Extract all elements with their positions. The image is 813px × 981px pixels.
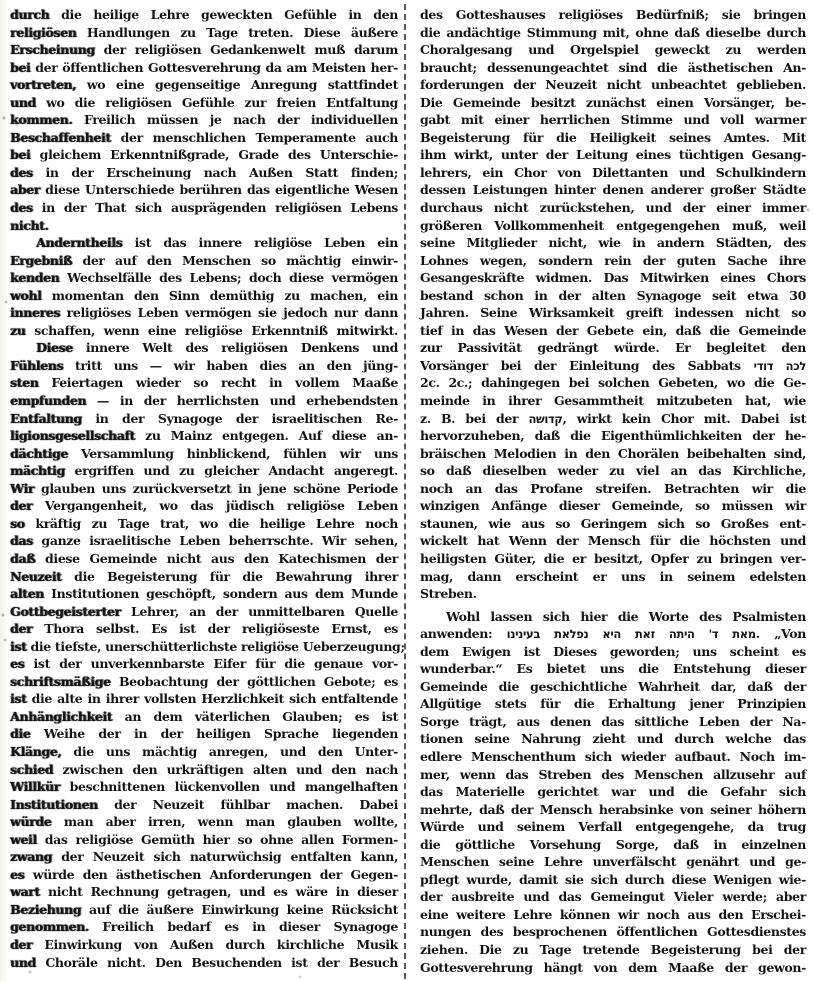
ink-smudge-word: des	[10, 164, 33, 180]
text-line: größeren Vollkommenheit entgegengehen muß, weil	[420, 217, 806, 233]
text-line: ist die alte in ihrer vollsten Herzlichkeit sich entfaltende	[10, 691, 398, 707]
ink-smudge-word: empfunden	[10, 393, 87, 409]
text-line: das ganze israelitische Leben beherrschte. Wir sehen,	[10, 533, 398, 549]
text-line: Allgütige stets für die Erhaltung jener Prinzipien	[420, 696, 806, 712]
text-line: aber diese Unterschiede berühren das eigentliche Wesen	[10, 182, 398, 198]
text-line: zur Passivität gedrängt würde. Er begleitet den	[420, 340, 806, 356]
text-line: kenden Wechselfälle des Lebens; doch diese vermögen	[10, 270, 398, 286]
text-line: lehrers, ein Chor von Dilettanten und Schulkindern	[420, 164, 806, 180]
text-line: mag, dann erscheint er uns in seinem edelsten	[420, 568, 806, 584]
text-line: tief in das Wesen der Gebete ein, daß die Gemeinde	[420, 322, 806, 338]
text-line: dem Ewigen ist Dieses geworden; uns scheint es	[420, 643, 806, 659]
ink-smudge-word: schriftsmäßige	[10, 673, 111, 689]
text-line: durchaus nicht zurückstehen, und der einer immer	[420, 200, 806, 216]
text-line: Entfaltung in der Synagoge der israelitischen Re-	[10, 410, 398, 426]
text-line: wunderbar.“ Es bietet uns die Entstehung dieser	[420, 661, 806, 677]
text-line: noch an das Profane streifen. Betrachten wir die	[420, 480, 806, 496]
ink-smudge-word: Ergebniß	[10, 252, 73, 268]
text-line: Diese innere Welt des religiösen Denkens und	[36, 340, 398, 356]
text-line: die Weihe der in der heiligen Sprache liegenden	[10, 726, 398, 742]
text-line: Institutionen der Neuzeit fühlbar machen. Dabei	[10, 796, 398, 812]
text-line: weil das religiöse Gemüth hier so ohne allen Formen-	[10, 831, 398, 847]
text-line: mächtig ergriffen und zu gleicher Andacht angeregt.	[10, 463, 398, 479]
ink-smudge-word: bei	[10, 147, 31, 163]
text-line: zu schaffen, wenn eine religiöse Erkenntniß mitwirkt.	[10, 322, 398, 338]
text-line: braucht; dessenungeachtet sind die ästhetischen An-	[420, 59, 806, 75]
ink-smudge-word: vortreten,	[10, 77, 77, 93]
text-line: gabt mit einer herrlichen Stimme und voll warmer	[420, 112, 806, 128]
text-line: Klänge, die uns mächtig anregen, und den Unter-	[10, 743, 398, 759]
ink-smudge-word: weil	[10, 831, 37, 847]
hebrew-text: לכה דודי	[753, 358, 806, 373]
text-line: mehrte, daß der Mensch herabsinke von seiner höhern	[420, 801, 806, 817]
text-line: Ergebniß der auf den Menschen so mächtig einwir-	[10, 252, 398, 268]
text-line: nungen des besprochenen öffentlichen Gottesdienstes	[420, 924, 806, 940]
ink-smudge-word: Willkür	[10, 779, 60, 795]
ink-smudge-word: so	[10, 515, 25, 531]
text-line: daß diese Gemeinde nicht aus den Katechismen der	[10, 550, 398, 566]
ink-smudge-word: inneres	[10, 305, 61, 321]
text-line: es ist der unverkennbarste Eifer für die genaue vor-	[10, 656, 398, 672]
text-line: durch die heilige Lehre geweckten Gefühle in den	[10, 7, 398, 22]
text-line: ist die tiefste, unerschütterlichste religiöse Ueberzeugung;	[10, 638, 405, 654]
ink-smudge-word: dächtige	[10, 445, 68, 461]
ink-smudge-word: bei	[10, 59, 31, 75]
text-line: forderungen der Neuzeit nicht unbeachtet geblieben.	[420, 77, 806, 93]
text-line: das Materielle gerichtet war und die Gefahr sich	[420, 784, 806, 800]
ink-smudge-word: und	[10, 94, 36, 110]
ink-smudge-word: Institutionen	[10, 796, 98, 812]
text-line: schied zwischen den urkräftigen alten und den nach	[10, 761, 398, 777]
text-line: Menschen seine Lehre unverfälscht genährt und ge-	[420, 854, 806, 870]
text-line: der Thora selbst. Es ist der religiöseste Ernst, es	[10, 621, 398, 637]
text-column-right	[420, 6, 806, 976]
ink-smudge-word: die	[10, 726, 31, 742]
text-line: Neuzeit die Begeisterung für die Bewahrung ihrer	[10, 568, 398, 584]
text-line: bestand schon in der alten Synagoge seit etwa 30	[420, 287, 806, 303]
text-line: eine weitere Lehre können wir noch aus den Erschei-	[420, 906, 806, 922]
ink-smudge-word: sten	[10, 375, 39, 391]
text-line: wohl momentan den Sinn demüthig zu machen, ein	[10, 287, 398, 303]
text-line: empfunden — in der herrlichsten und erhebendsten	[10, 393, 398, 409]
ink-smudge-word: Gottbegeisterter	[10, 603, 121, 619]
ink-smudge-word: Beschaffenheit	[10, 129, 111, 145]
text-line: dessen Leistungen hinter denen anderer großer Städte	[420, 182, 806, 198]
ink-smudge-word: der	[10, 498, 33, 514]
ink-smudge-word: zu	[10, 322, 26, 338]
text-line: bei gleichem Erkenntnißgrade, Grade des Unterschie-	[10, 147, 398, 163]
text-line: Beschaffenheit der menschlichen Temperamente auch	[10, 129, 398, 145]
text-line: Fühlens tritt uns — wir haben dies an den jüng-	[10, 357, 398, 373]
text-line: inneres religiöses Leben vermögen sie jedoch nur dann	[10, 305, 398, 321]
text-line: und Choräle nicht. Den Besuchenden ist der Besuch	[10, 954, 398, 970]
ink-smudge-word: genommen.	[10, 919, 89, 935]
text-line: Choralgesang und Orgelspiel geweckt zu werden	[420, 42, 806, 58]
ink-smudge-word: das	[10, 533, 33, 549]
text-line: mer, wenn das Streben des Menschen allzusehr auf	[420, 766, 806, 782]
ink-smudge-word: es	[10, 656, 25, 672]
ink-smudge-word: Fühlens	[10, 357, 64, 373]
text-line: wart nicht Rechnung getragen, und es wäre in dieser	[10, 884, 398, 900]
ink-smudge-word: würde	[10, 814, 52, 830]
text-line: religiösen Handlungen zu Tage treten. Diese äußere	[10, 24, 398, 40]
text-line: tionen seine Nahrung zieht und durch welche das	[420, 731, 806, 747]
ink-smudge-word: aber	[10, 182, 40, 198]
ink-smudge-word: mächtig	[10, 463, 65, 479]
column-divider-rule	[404, 4, 406, 979]
ink-smudge-word: ist	[10, 638, 27, 654]
text-line: des in der Erscheinung nach Außen Statt finden;	[10, 164, 398, 180]
text-column-left	[10, 6, 405, 971]
text-line: hervorzuheben, daß die Eigenthümlichkeiten der he-	[420, 428, 806, 444]
hebrew-text: מאת ד' היתה זאת היא נפלאת בעינינו	[506, 627, 756, 642]
text-line: der Einwirkung von Außen durch kirchliche Musik	[10, 936, 398, 952]
hebrew-text: קדושה	[528, 411, 563, 426]
text-line: schriftsmäßige Beobachtung der göttlichen Gebote; es	[10, 673, 398, 689]
text-line: der Vergangenheit, wo das jüdisch religiöse Leben	[10, 498, 398, 514]
text-line: alten Institutionen geschöpft, sondern aus dem Munde	[10, 586, 398, 602]
text-line: der ausbreite und das Gemeingut Vieler werde; aber	[420, 889, 806, 905]
text-line: staunen, wie aus so Geringem sich so Großes ent-	[420, 515, 806, 531]
ink-smudge-word: und	[10, 954, 36, 970]
ink-smudge-word: kenden	[10, 270, 60, 286]
text-line: edlere Menschenthum sich wieder aufbaut. Noch im-	[420, 748, 806, 764]
text-line: pflegt wurde, damit sie sich durch diese Wenigen wie-	[420, 871, 806, 887]
ink-smudge-word: ligionsgesellschaft	[10, 428, 135, 444]
ink-smudge-word: nicht.	[10, 217, 49, 233]
text-line: Begeisterung für die Heiligkeit seines Amtes. Mit	[420, 129, 806, 145]
text-line: zwang der Neuzeit sich naturwüchsig entfalten kann,	[10, 849, 398, 865]
text-line: ziehen. Die zu Tage tretende Begeisterung bei der	[420, 941, 806, 957]
ink-smudge-word: wohl	[10, 287, 42, 303]
text-line: würde man aber irren, wenn man glauben wollte,	[10, 814, 398, 830]
text-line: Gottesverehrung hängt von dem Maaße der gewon-	[420, 959, 806, 975]
text-line: des Gotteshauses religiöses Bedürfniß; sie bringen	[420, 7, 806, 22]
text-line: so daß dieselben weder zu viel an das Kirchliche,	[420, 463, 806, 479]
text-line: ligionsgesellschaft zu Mainz entgegen. Auf diese an-	[10, 428, 398, 444]
text-line: die göttliche Vorsehung Sorge, daß in einzelnen	[420, 836, 806, 852]
text-line: Wir glauben uns zurückversetzt in jene schöne Periode	[10, 480, 398, 496]
text-line: winzigen Anfänge dieser Gemeinde, so müssen wir	[420, 498, 806, 514]
text-line: Gemeinde die geschichtliche Wahrheit dar, daß der	[420, 678, 806, 694]
ink-smudge-word: Klänge,	[10, 743, 62, 759]
text-line: Beziehung auf die äußere Einwirkung keine Rücksicht	[10, 901, 398, 917]
text-line: dächtige Versammlung hinblickend, fühlen wir uns	[10, 445, 398, 461]
text-line: meinde in ihrer Gesammtheit mitzubeten hat, wie	[420, 393, 806, 409]
text-line: wickelt hat Wenn der Mensch für die höchsten und	[420, 533, 806, 549]
text-line: bräischen Melodien in den Chorälen beibehalten sind,	[420, 445, 806, 461]
ink-smudge-word: Erscheinung	[10, 42, 95, 58]
ink-smudge-word: Anderntheils	[36, 235, 123, 251]
text-line: genommen. Freilich bedarf es in dieser Synagoge	[10, 919, 398, 935]
text-line: anwenden: מאת ד' היתה זאת היא נפלאת בעינינו. „Von	[420, 626, 806, 642]
text-line: Vorsänger bei der Einleitung des Sabbats לכה דודי	[420, 357, 806, 373]
text-line: seine Mitglieder nicht, wie in andern Städten, des	[420, 235, 806, 251]
text-line: kommen. Freilich müssen je nach der individuellen	[10, 112, 398, 128]
ink-smudge-word: ist	[10, 691, 27, 707]
ink-smudge-word: Neuzeit	[10, 568, 62, 584]
ink-smudge-word: Beziehung	[10, 901, 82, 917]
text-line: Wohl lassen sich hier die Worte des Psalmisten	[446, 608, 806, 624]
ink-smudge-word: schied	[10, 761, 54, 777]
ink-smudge-word: es	[10, 866, 25, 882]
text-line: vortreten, wo eine gegenseitige Anregung stattfindet	[10, 77, 398, 93]
text-line: Anderntheils ist das innere religiöse Leben ein	[36, 235, 398, 251]
text-line: Anhänglichkeit an dem väterlichen Glauben; es ist	[10, 708, 398, 724]
text-line: Die Gemeinde besitzt zunächst einen Vorsänger, be-	[420, 94, 806, 110]
ink-smudge-word: religiösen	[10, 24, 77, 40]
text-line: so kräftig zu Tage trat, wo die heilige Lehre noch	[10, 515, 398, 531]
text-line: Sorge trägt, aus denen das sittliche Leben der Na-	[420, 713, 806, 729]
ink-smudge-word: der	[10, 621, 33, 637]
text-line: Jahren. Seine Wirksamkeit greift indessen nicht so	[420, 305, 806, 321]
ink-smudge-word: Wir	[10, 480, 35, 496]
text-line: Streben.	[420, 586, 477, 602]
text-line	[10, 217, 398, 235]
ink-smudge-word: der	[10, 936, 33, 952]
ink-smudge-word: Diese	[36, 340, 73, 356]
ink-smudge-word: Entfaltung	[10, 410, 82, 426]
ink-smudge-word: des	[10, 200, 33, 216]
ink-smudge-word: Anhänglichkeit	[10, 708, 113, 724]
text-line: und wo die religiösen Gefühle zur freien Entfaltung	[10, 94, 398, 110]
text-line: bei der öffentlichen Gottesverehrung da am Meisten her-	[10, 59, 398, 75]
text-line: heiligsten Güter, die er besitzt, Opfer zu bringen ver-	[420, 550, 806, 566]
text-line: 2c. 2c.; dahingegen bei solchen Gebeten, wo die Ge-	[420, 375, 806, 391]
text-line: Willkür beschnittenen lückenvollen und mangelhaften	[10, 779, 398, 795]
text-line: sten Feiertagen wieder so recht in vollem Maaße	[10, 375, 398, 391]
ink-smudge-word: daß	[10, 550, 36, 566]
text-line: Gesangeskräfte widmen. Das Mitwirken eines Chors	[420, 270, 806, 286]
text-line: z. B. bei der קדושה, wirkt kein Chor mit. Dabei ist	[420, 410, 806, 426]
text-line: es würde den ästhetischen Anforderungen der Gegen-	[10, 866, 398, 882]
text-line: Würde und seinem Verfall entgegengehe, da trug	[420, 819, 806, 835]
ink-smudge-word: alten	[10, 586, 44, 602]
ink-smudge-word: kommen.	[10, 112, 73, 128]
text-line: des in der That sich ausprägenden religiösen Lebens	[10, 200, 398, 216]
text-line: die andächtige Stimmung mit, ohne daß dieselbe durch	[420, 24, 806, 40]
ink-smudge-word: durch	[10, 7, 50, 22]
text-line: Erscheinung der religiösen Gedankenwelt muß darum	[10, 42, 398, 58]
text-line: Gottbegeisterter Lehrer, an der unmittelbaren Quelle	[10, 603, 398, 619]
text-line: Lohnes wegen, sondern rein der guten Sache ihre	[420, 252, 806, 268]
ink-smudge-word: zwang	[10, 849, 53, 865]
text-line: ihm wirkt, unter der Leitung eines tüchtigen Gesang-	[420, 147, 806, 163]
ink-smudge-word: wart	[10, 884, 40, 900]
